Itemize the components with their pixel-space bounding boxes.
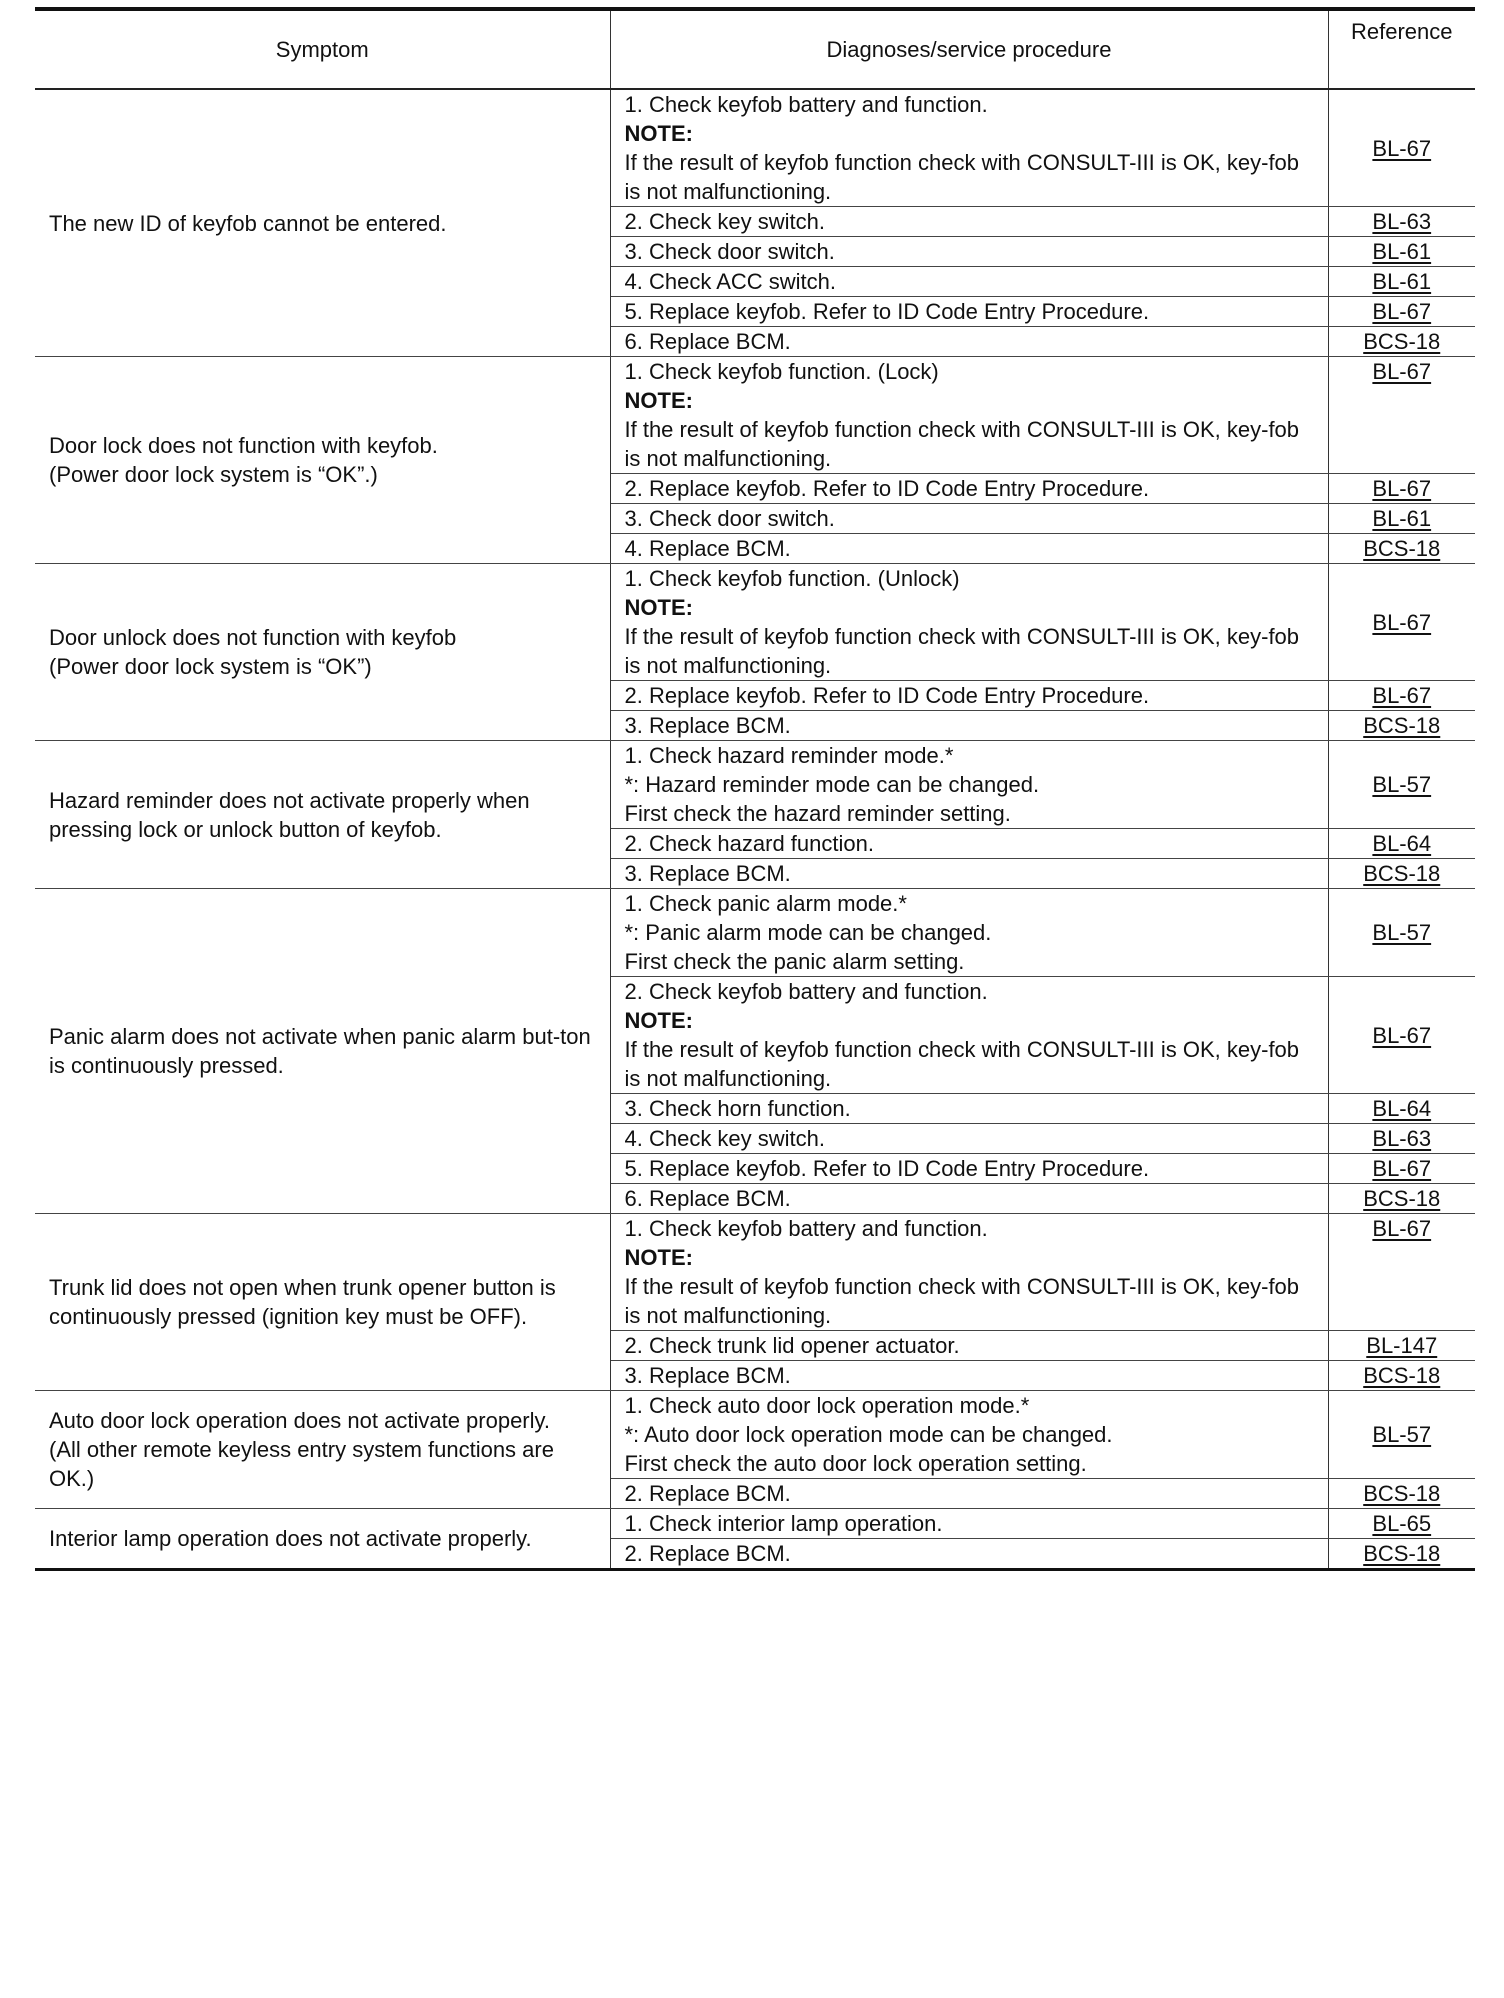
reference-link[interactable]: BL-67: [1372, 476, 1432, 501]
note-text: If the result of keyfob function check with CONSULT-III is OK, key-fob is not malfunctioning.: [624, 1274, 1300, 1328]
procedure-cell: [610, 829, 1328, 859]
reference-cell: [1328, 711, 1475, 741]
table-row: [35, 564, 1475, 681]
procedure-cell: [610, 741, 1328, 829]
step-text: 2. Replace keyfob. Refer to ID Code Entry Procedure.: [624, 476, 1150, 501]
procedure-cell: [610, 1509, 1328, 1539]
step-text: 1. Check hazard reminder mode.*: [624, 743, 954, 768]
step-text: 2. Check hazard function.: [624, 831, 874, 856]
symptom-text: Door unlock does not function with keyfob: [49, 625, 457, 650]
reference-cell: [1328, 237, 1475, 267]
reference-cell: [1328, 1391, 1475, 1479]
reference-link[interactable]: BL-64: [1372, 1096, 1432, 1121]
reference-cell: [1328, 859, 1475, 889]
procedure-cell: [610, 207, 1328, 237]
reference-link[interactable]: BCS-18: [1363, 861, 1441, 886]
step-text: 4. Check ACC switch.: [624, 269, 837, 294]
table-row: [35, 357, 1475, 474]
table-row: [35, 1214, 1475, 1331]
reference-cell: [1328, 504, 1475, 534]
step-text: 2. Check keyfob battery and function.: [624, 979, 988, 1004]
symptom-text: Door lock does not function with keyfob.: [49, 433, 438, 458]
procedure-cell: [610, 89, 1328, 207]
reference-link[interactable]: BCS-18: [1363, 536, 1441, 561]
step-text: 2. Check trunk lid opener actuator.: [624, 1333, 960, 1358]
reference-link[interactable]: BL-61: [1372, 239, 1432, 264]
reference-cell: [1328, 1479, 1475, 1509]
reference-link[interactable]: BL-67: [1372, 1156, 1432, 1181]
step-text: 3. Check horn function.: [624, 1096, 851, 1121]
procedure-cell: [610, 357, 1328, 474]
note-label: NOTE:: [624, 595, 693, 620]
reference-link[interactable]: BL-67: [1372, 299, 1432, 324]
symptom-text: (All other remote keyless entry system functions are OK.): [49, 1437, 554, 1491]
step-text: 3. Replace BCM.: [624, 861, 791, 886]
step-text: 3. Replace BCM.: [624, 713, 791, 738]
reference-link[interactable]: BCS-18: [1363, 1541, 1441, 1566]
step-detail: *: Panic alarm mode can be changed.: [624, 920, 992, 945]
step-text: 1. Check auto door lock operation mode.*: [624, 1393, 1030, 1418]
symptom-cell: [35, 1214, 610, 1391]
symptom-text: Auto door lock operation does not activate properly.: [49, 1408, 551, 1433]
step-text: 1. Check panic alarm mode.*: [624, 891, 907, 916]
procedure-cell: [610, 889, 1328, 977]
note-text: If the result of keyfob function check with CONSULT-III is OK, key-fob is not malfunctioning.: [624, 150, 1300, 204]
note-label: NOTE:: [624, 121, 693, 146]
reference-link[interactable]: BL-64: [1372, 831, 1432, 856]
symptom-text: Hazard reminder does not activate properly when pressing lock or unlock button of keyfob.: [49, 787, 530, 842]
procedure-cell: [610, 711, 1328, 741]
symptom-text: (Power door lock system is “OK”): [49, 654, 372, 679]
procedure-cell: [610, 297, 1328, 327]
step-text: 3. Replace BCM.: [624, 1363, 791, 1388]
reference-cell: [1328, 267, 1475, 297]
step-text: 3. Check door switch.: [624, 506, 835, 531]
reference-cell: [1328, 1509, 1475, 1539]
step-text: 1. Check interior lamp operation.: [624, 1511, 943, 1536]
reference-cell: [1328, 534, 1475, 564]
symptom-text: (Power door lock system is “OK”.): [49, 462, 378, 487]
reference-link[interactable]: BL-61: [1372, 506, 1432, 531]
procedure-cell: [610, 1124, 1328, 1154]
step-text: 4. Replace BCM.: [624, 536, 791, 561]
note-text: If the result of keyfob function check with CONSULT-III is OK, key-fob is not malfunctioning.: [624, 624, 1300, 678]
procedure-cell: [610, 1154, 1328, 1184]
note-label: NOTE:: [624, 1245, 693, 1270]
reference-cell: [1328, 889, 1475, 977]
symptom-text: Panic alarm does not activate when panic alarm but-ton is continuously pressed.: [49, 1024, 591, 1078]
step-text: 1. Check keyfob function. (Lock): [624, 359, 939, 384]
procedure-cell: [610, 1361, 1328, 1391]
reference-link[interactable]: BL-63: [1372, 1126, 1432, 1151]
symptom-cell: [35, 889, 610, 1214]
table-body: [35, 89, 1475, 1570]
reference-link[interactable]: BCS-18: [1363, 1186, 1441, 1211]
reference-link[interactable]: BL-67: [1372, 1216, 1432, 1241]
step-text: 1. Check keyfob battery and function.: [624, 92, 988, 117]
table-row: [35, 1509, 1475, 1539]
reference-cell: [1328, 1094, 1475, 1124]
step-text: 1. Check keyfob function. (Unlock): [624, 566, 960, 591]
reference-cell: [1328, 1184, 1475, 1214]
reference-cell: [1328, 357, 1475, 474]
reference-cell: [1328, 977, 1475, 1094]
procedure-cell: [610, 681, 1328, 711]
reference-cell: [1328, 741, 1475, 829]
procedure-cell: [610, 1214, 1328, 1331]
step-text: 2. Replace BCM.: [624, 1481, 791, 1506]
reference-link[interactable]: BL-67: [1372, 135, 1432, 161]
symptom-text: The new ID of keyfob cannot be entered.: [49, 210, 447, 236]
reference-link[interactable]: BCS-18: [1363, 1363, 1441, 1388]
procedure-cell: [610, 267, 1328, 297]
reference-link[interactable]: BL-65: [1372, 1511, 1432, 1536]
reference-cell: [1328, 207, 1475, 237]
procedure-cell: [610, 564, 1328, 681]
step-text: 6. Replace BCM.: [624, 329, 791, 354]
procedure-cell: [610, 977, 1328, 1094]
table-row: [35, 741, 1475, 829]
reference-cell: [1328, 1331, 1475, 1361]
procedure-cell: [610, 1184, 1328, 1214]
step-detail: *: Hazard reminder mode can be changed.: [624, 772, 1040, 797]
step-detail: *: Auto door lock operation mode can be changed.: [624, 1422, 1113, 1447]
reference-link[interactable]: BL-147: [1366, 1333, 1438, 1358]
reference-link[interactable]: BL-63: [1372, 209, 1432, 234]
table-row: [35, 89, 1475, 207]
reference-cell: [1328, 1124, 1475, 1154]
procedure-cell: [610, 859, 1328, 889]
procedure-cell: [610, 1391, 1328, 1479]
reference-cell: [1328, 89, 1475, 207]
step-text: 5. Replace keyfob. Refer to ID Code Entry Procedure.: [624, 1156, 1150, 1181]
reference-cell: [1328, 327, 1475, 357]
procedure-cell: [610, 474, 1328, 504]
symptom-cell: [35, 741, 610, 889]
step-text: 5. Replace keyfob. Refer to ID Code Entry Procedure.: [624, 299, 1150, 324]
procedure-cell: [610, 1479, 1328, 1509]
symptom-cell: [35, 1509, 610, 1570]
reference-cell: [1328, 474, 1475, 504]
symptom-text: Interior lamp operation does not activate properly.: [49, 1526, 532, 1551]
reference-cell: [1328, 297, 1475, 327]
procedure-cell: [610, 1331, 1328, 1361]
step-detail: First check the panic alarm setting.: [624, 949, 965, 974]
reference-link[interactable]: BCS-18: [1363, 713, 1441, 738]
reference-link[interactable]: BCS-18: [1363, 329, 1441, 354]
step-text: 3. Check door switch.: [624, 239, 835, 264]
symptom-cell: [35, 564, 610, 741]
note-label: NOTE:: [624, 1008, 693, 1033]
note-label: NOTE:: [624, 388, 693, 413]
reference-cell: [1328, 829, 1475, 859]
symptom-cell: [35, 357, 610, 564]
reference-cell: [1328, 681, 1475, 711]
table-header-row: [35, 9, 1475, 89]
procedure-cell: [610, 327, 1328, 357]
symptom-cell: [35, 1391, 610, 1509]
reference-cell: [1328, 1154, 1475, 1184]
reference-link[interactable]: BL-61: [1372, 269, 1432, 294]
reference-link[interactable]: BL-57: [1372, 1422, 1432, 1447]
step-text: 4. Check key switch.: [624, 1126, 826, 1151]
reference-cell: [1328, 1539, 1475, 1570]
step-text: 1. Check keyfob battery and function.: [624, 1216, 988, 1241]
step-detail: First check the auto door lock operation setting.: [624, 1451, 1087, 1476]
reference-cell: [1328, 1361, 1475, 1391]
reference-cell: [1328, 564, 1475, 681]
reference-link[interactable]: BL-57: [1372, 920, 1432, 945]
step-text: 6. Replace BCM.: [624, 1186, 791, 1211]
note-text: If the result of keyfob function check with CONSULT-III is OK, key-fob is not malfunctioning.: [624, 1037, 1300, 1091]
note-text: If the result of keyfob function check with CONSULT-III is OK, key-fob is not malfunctioning.: [624, 417, 1300, 471]
header-procedure: Diagnoses/service procedure: [610, 9, 1328, 89]
step-text: 2. Check key switch.: [624, 209, 826, 234]
procedure-cell: [610, 237, 1328, 267]
procedure-cell: [610, 504, 1328, 534]
table-row: [35, 1391, 1475, 1479]
reference-link[interactable]: BL-67: [1372, 359, 1432, 384]
step-detail: First check the hazard reminder setting.: [624, 801, 1011, 826]
reference-link[interactable]: BCS-18: [1363, 1481, 1441, 1506]
reference-cell: [1328, 1214, 1475, 1331]
table-row: [35, 889, 1475, 977]
symptom-text: Trunk lid does not open when trunk opener button is continuously pressed (ignition key must be OFF).: [49, 1275, 556, 1329]
reference-link[interactable]: BL-67: [1372, 1022, 1432, 1048]
reference-link[interactable]: BL-57: [1372, 772, 1432, 797]
reference-link[interactable]: BL-67: [1372, 683, 1432, 708]
step-text: 2. Replace BCM.: [624, 1541, 791, 1566]
procedure-cell: [610, 1094, 1328, 1124]
symptom-cell: [35, 89, 610, 357]
procedure-cell: [610, 1539, 1328, 1570]
step-text: 2. Replace keyfob. Refer to ID Code Entry Procedure.: [624, 683, 1150, 708]
header-symptom: Symptom: [35, 9, 610, 89]
diagnosis-table: [35, 7, 1475, 1571]
header-reference: Reference: [1328, 9, 1475, 89]
reference-link[interactable]: BL-67: [1372, 609, 1432, 635]
procedure-cell: [610, 534, 1328, 564]
